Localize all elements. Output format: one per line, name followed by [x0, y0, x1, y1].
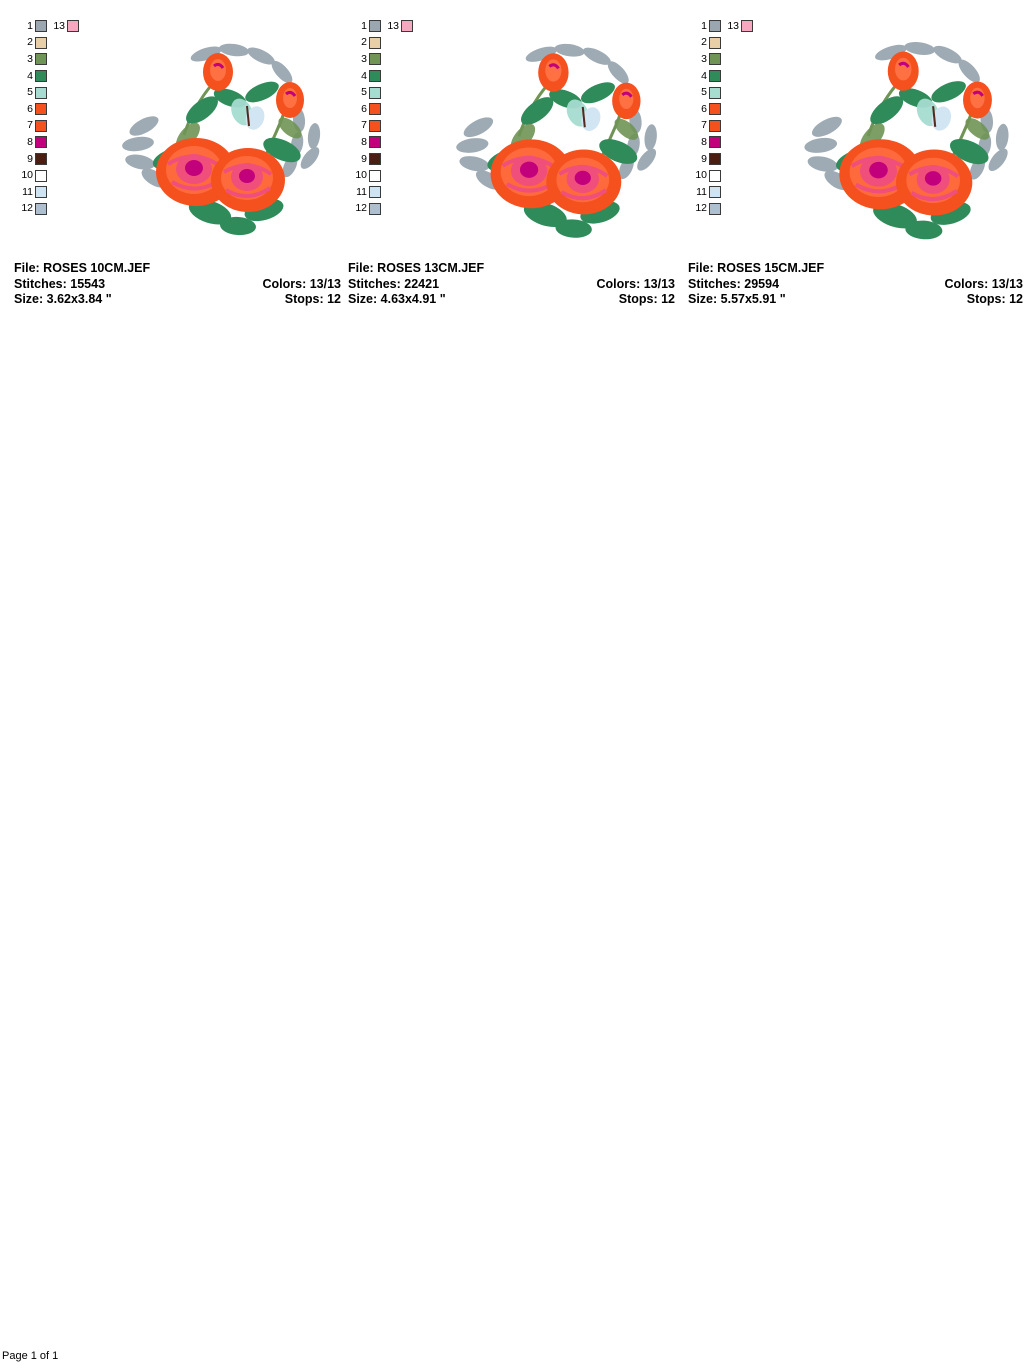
color-swatch [35, 70, 47, 82]
file-label: File: ROSES 13CM.JEF [348, 261, 485, 275]
legend-row [348, 84, 428, 101]
legend-index: 11 [356, 185, 367, 198]
legend-row [14, 35, 94, 52]
legend-row [688, 18, 768, 35]
legend-row [14, 51, 94, 68]
legend-row [688, 167, 768, 184]
stops-label: Stops: 12 [966, 292, 1023, 306]
legend-index: 9 [701, 152, 707, 165]
color-swatch [709, 170, 721, 182]
color-swatch [709, 20, 721, 32]
design-info-3 [688, 261, 1023, 308]
legend-index: 1 [361, 19, 367, 32]
legend-index-extra: 13 [387, 19, 399, 32]
legend-row [688, 134, 768, 151]
stops-label: Stops: 12 [284, 292, 341, 306]
legend-row [348, 68, 428, 85]
color-swatch [369, 136, 381, 148]
legend-index: 7 [701, 119, 707, 132]
legend-index: 8 [701, 135, 707, 148]
color-swatch [369, 103, 381, 115]
legend-index: 12 [695, 202, 707, 215]
color-swatch [369, 20, 381, 32]
legend-row [348, 18, 428, 35]
legend-index: 3 [701, 52, 707, 65]
stops-label: Stops: 12 [618, 292, 675, 306]
legend-row [348, 51, 428, 68]
embroidery-design-preview [114, 40, 339, 255]
color-legend-2 [348, 18, 428, 217]
page-footer: Page 1 of 1 [2, 1350, 59, 1362]
file-label: File: ROSES 15CM.JEF [688, 261, 825, 275]
legend-row [14, 134, 94, 151]
info-line [348, 261, 683, 277]
legend-row [14, 118, 94, 135]
legend-index: 8 [27, 135, 33, 148]
legend-row [348, 201, 428, 218]
legend-row [14, 184, 94, 201]
colors-label: Colors: 13/13 [262, 276, 341, 291]
legend-row [348, 184, 428, 201]
legend-index: 5 [27, 86, 33, 99]
legend-index: 2 [701, 36, 707, 49]
info-line [688, 277, 1023, 293]
legend-index: 9 [361, 152, 367, 165]
legend-row [348, 101, 428, 118]
color-swatch [369, 153, 381, 165]
color-swatch [369, 87, 381, 99]
colors-label: Colors: 13/13 [944, 276, 1023, 291]
color-swatch [35, 203, 47, 215]
color-swatch [369, 170, 381, 182]
legend-index: 11 [696, 185, 707, 198]
legend-index: 5 [701, 86, 707, 99]
legend-row [688, 184, 768, 201]
legend-row [14, 84, 94, 101]
legend-index: 4 [27, 69, 33, 82]
color-legend-3 [688, 18, 768, 217]
color-swatch [35, 53, 47, 65]
colors-label: Colors: 13/13 [596, 276, 675, 291]
legend-row [688, 101, 768, 118]
color-swatch-extra [67, 20, 79, 32]
legend-row [688, 118, 768, 135]
legend-index: 7 [361, 119, 367, 132]
color-swatch [35, 153, 47, 165]
info-line [14, 292, 349, 308]
color-swatch [709, 53, 721, 65]
color-swatch [35, 87, 47, 99]
legend-row [14, 18, 94, 35]
legend-row [688, 201, 768, 218]
file-label: File: ROSES 10CM.JEF [14, 261, 151, 275]
legend-row [688, 35, 768, 52]
legend-index: 12 [355, 202, 367, 215]
legend-row [348, 118, 428, 135]
color-swatch [709, 70, 721, 82]
legend-row [688, 151, 768, 168]
size-label: Size: 3.62x3.84 " [14, 292, 112, 306]
color-swatch [709, 103, 721, 115]
legend-index-extra: 13 [53, 19, 65, 32]
info-line [14, 277, 349, 293]
stitches-label: Stitches: 15543 [14, 276, 106, 291]
legend-index: 6 [701, 102, 707, 115]
design-info-2 [348, 261, 683, 308]
legend-row [14, 151, 94, 168]
color-swatch [369, 70, 381, 82]
design-info-1 [14, 261, 349, 308]
legend-index: 3 [27, 52, 33, 65]
color-swatch [369, 120, 381, 132]
color-swatch [709, 136, 721, 148]
legend-index: 2 [27, 36, 33, 49]
color-swatch [369, 203, 381, 215]
design-block-1 [14, 18, 349, 318]
color-swatch [709, 87, 721, 99]
color-swatch [35, 186, 47, 198]
legend-row [14, 167, 94, 184]
legend-index: 10 [695, 169, 707, 182]
color-swatch [709, 120, 721, 132]
info-line [688, 292, 1023, 308]
legend-index: 4 [361, 69, 367, 82]
color-swatch [369, 53, 381, 65]
legend-row [348, 35, 428, 52]
legend-index: 8 [361, 135, 367, 148]
legend-row [348, 167, 428, 184]
legend-index: 1 [701, 19, 707, 32]
legend-row [14, 201, 94, 218]
embroidery-design-preview [448, 40, 673, 255]
size-label: Size: 4.63x4.91 " [348, 292, 446, 306]
color-swatch [369, 186, 381, 198]
legend-index: 5 [361, 86, 367, 99]
size-label: Size: 5.57x5.91 " [688, 292, 786, 306]
design-block-2 [348, 18, 683, 318]
color-swatch [709, 186, 721, 198]
legend-index: 6 [27, 102, 33, 115]
color-swatch-extra [401, 20, 413, 32]
legend-row [688, 68, 768, 85]
design-block-3 [688, 18, 1023, 318]
legend-index-extra: 13 [727, 19, 739, 32]
legend-index: 6 [361, 102, 367, 115]
stitches-label: Stitches: 22421 [348, 276, 440, 291]
embroidery-design-preview [796, 38, 1021, 253]
legend-index: 2 [361, 36, 367, 49]
color-swatch [35, 170, 47, 182]
legend-row [688, 51, 768, 68]
info-line [14, 261, 349, 277]
color-swatch [709, 203, 721, 215]
legend-row [14, 101, 94, 118]
color-swatch [35, 20, 47, 32]
legend-index: 10 [355, 169, 367, 182]
legend-row [348, 134, 428, 151]
color-swatch [35, 103, 47, 115]
color-swatch [35, 37, 47, 49]
color-swatch [35, 136, 47, 148]
info-line [348, 277, 683, 293]
color-swatch-extra [741, 20, 753, 32]
legend-index: 9 [27, 152, 33, 165]
legend-index: 7 [27, 119, 33, 132]
legend-index: 11 [22, 185, 33, 198]
legend-index: 10 [21, 169, 33, 182]
legend-index: 3 [361, 52, 367, 65]
color-swatch [709, 153, 721, 165]
color-swatch [709, 37, 721, 49]
legend-index: 1 [27, 19, 33, 32]
color-swatch [35, 120, 47, 132]
legend-row [14, 68, 94, 85]
info-line [348, 292, 683, 308]
legend-row [348, 151, 428, 168]
legend-row [688, 84, 768, 101]
color-swatch [369, 37, 381, 49]
stitches-label: Stitches: 29594 [688, 276, 780, 291]
legend-index: 4 [701, 69, 707, 82]
color-legend-1 [14, 18, 94, 217]
legend-index: 12 [21, 202, 33, 215]
info-line [688, 261, 1023, 277]
